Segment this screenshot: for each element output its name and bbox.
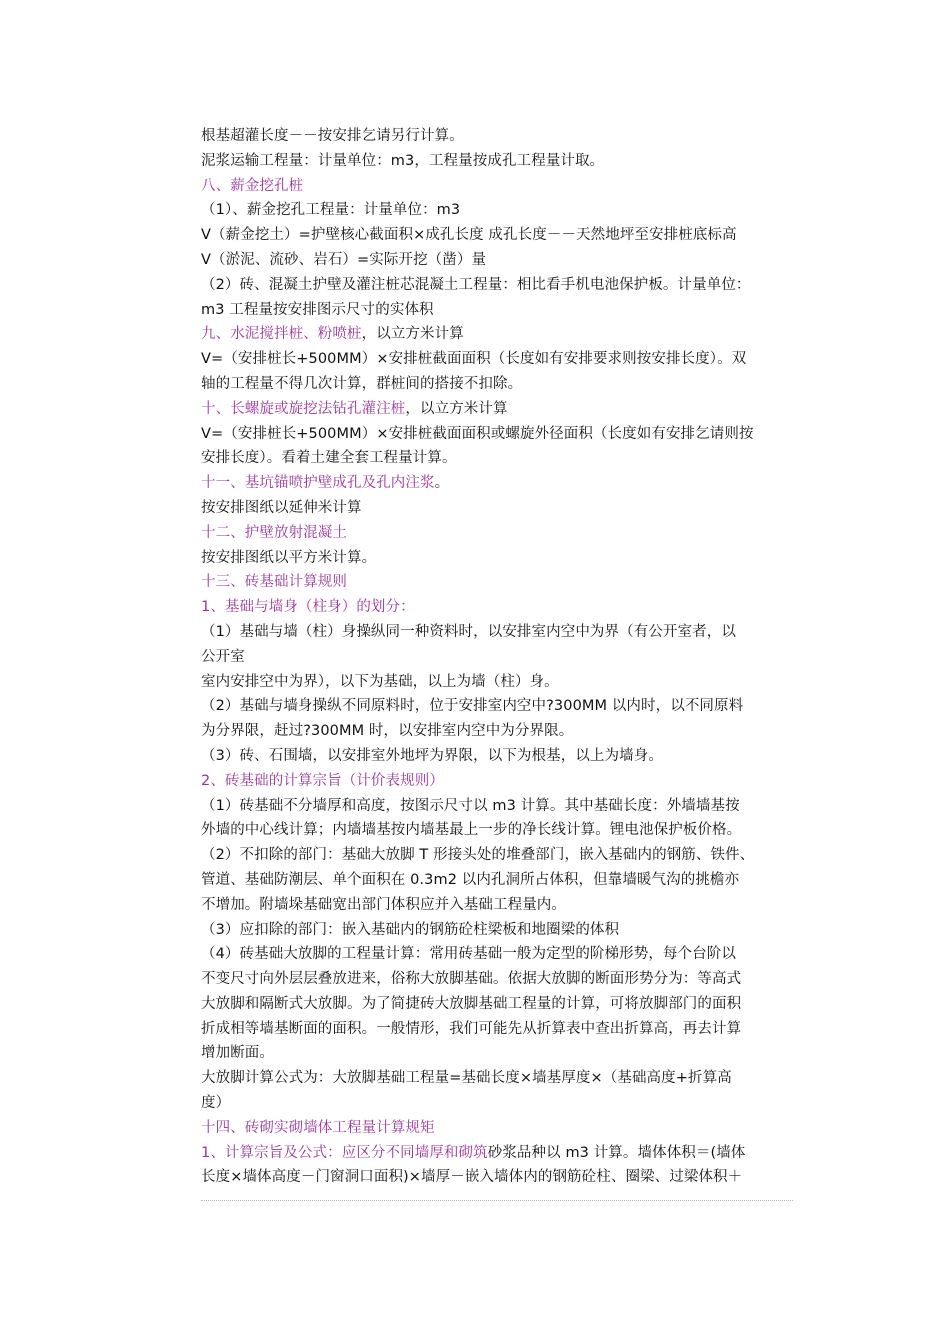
body-text-line	[201, 794, 801, 819]
heading-trailing-text: ，以立方米计算	[405, 400, 508, 417]
section-heading	[201, 322, 801, 347]
heading-text: 九、水泥搅拌桩、粉喷桩	[201, 326, 362, 343]
body-text-line	[201, 198, 801, 223]
line-text: 按安排图纸以延伸米计算	[201, 499, 362, 516]
line-text: 按安排图纸以平方米计算。	[201, 549, 377, 566]
body-text-line	[201, 645, 801, 670]
body-text-line	[201, 546, 801, 571]
line-text: V（淤泥、流砂、岩石）=实际开挖（凿）量	[201, 251, 487, 268]
section-heading	[201, 397, 801, 422]
line-text: V=（安排桩长+500MM）×安排桩截面面积（长度如有安排要求则按安排长度）。双	[201, 351, 747, 368]
body-text-line	[201, 893, 801, 918]
body-text-line	[201, 248, 801, 273]
body-text-line	[201, 719, 801, 744]
page-bottom-divider	[201, 1200, 793, 1201]
heading-trailing-text: 。	[434, 475, 450, 492]
heading-text: 十二、护壁放射混凝土	[201, 524, 347, 541]
line-text: 泥浆运输工程量：计量单位：m3，工程量按成孔工程量计取。	[201, 152, 605, 169]
heading-text: 十一、基坑锚喷护壁成孔及孔内注浆	[201, 475, 435, 492]
line-text: 度）	[201, 1095, 231, 1112]
body-text-line	[201, 223, 801, 248]
body-text-line	[201, 967, 801, 992]
line-text: 折成相等墙基断面的面积。一般情形，我们可能先从折算表中查出折算高，再去计算	[201, 1020, 742, 1037]
body-text-line	[201, 843, 801, 868]
line-text: 安排长度）。看着土建全套工程量计算。	[201, 450, 457, 467]
section-heading	[201, 521, 801, 546]
heading-text: 十三、砖基础计算规则	[201, 574, 347, 591]
body-text-line	[201, 868, 801, 893]
line-text: （1）、薪金挖孔工程量：计量单位：m3	[201, 202, 461, 219]
line-text: （4）砖基础大放脚的工程量计算：常用砖基础一般为定型的阶梯形势，每个台阶以	[201, 946, 736, 963]
body-text-line	[201, 1066, 801, 1091]
line-text: （3）砖、石围墙，以安排室外地坪为界限，以下为根基，以上为墙身。	[201, 747, 663, 764]
line-text: （2）不扣除的部门：基础大放脚 T 形接头处的堆叠部门，嵌入基础内的钢筋、铁件、	[201, 847, 755, 864]
line-text: 不增加。附墙垛基础宽出部门体积应并入基础工程量内。	[201, 896, 566, 913]
line-text: 室内安排空中为界），以下为基础，以上为墙（柱）身。	[201, 673, 559, 690]
body-text-line	[201, 422, 801, 447]
line-text: 公开室	[201, 648, 245, 665]
line-text: （1）基础与墙（柱）身操纵同一种资料时，以安排室内空中为界（有公开室者，以	[201, 623, 736, 640]
heading-text: 十四、砖砌实砌墙体工程量计算规矩	[201, 1119, 435, 1136]
body-text-line	[201, 744, 801, 769]
line-text: 轴的工程量不得几次计算，群桩间的搭接不扣除。	[201, 375, 523, 392]
line-text: m3 工程量按安排图示尺寸的实体积	[201, 301, 434, 318]
line-text: 管道、基础防潮层、单个面积在 0.3m2 以内孔洞所占体积，但靠墙暖气沟的挑檐亦	[201, 871, 740, 888]
body-text-line	[201, 496, 801, 521]
body-text-line	[201, 670, 801, 695]
body-text-line	[201, 1091, 801, 1116]
heading-text: 十、长螺旋或旋挖法钻孔灌注桩	[201, 400, 406, 417]
line-text: （1）砖基础不分墙厚和高度，按图示尺寸以 m3 计算。其中基础长度：外墙墙基按	[201, 797, 740, 814]
line-text: （3）应扣除的部门：嵌入基础内的钢筋砼柱梁板和地圈梁的体积	[201, 921, 620, 938]
body-text-line	[201, 1041, 801, 1066]
body-text-line	[201, 818, 801, 843]
body-text-line	[201, 273, 801, 298]
heading-text: 八、薪金挖孔桩	[201, 177, 304, 194]
line-text: 根基超灌长度－－按安排乞请另行计算。	[201, 128, 464, 144]
section-heading	[201, 595, 801, 620]
line-text: 为分界限，赶过?300MM 时，以安排室内空中为分界限。	[201, 723, 574, 740]
line-text: 大放脚计算公式为：大放脚基础工程量=基础长度×墙基厚度×（基础高度+折算高	[201, 1070, 732, 1087]
body-text-line	[201, 694, 801, 719]
line-text: 长度×墙体高度－门窗洞口面积)×墙厚－嵌入墙体内的钢筋砼柱、圈梁、过梁体积＋	[201, 1169, 743, 1186]
section-heading	[201, 1141, 801, 1166]
body-text-line	[201, 149, 801, 174]
section-heading	[201, 1116, 801, 1141]
body-text-line	[201, 992, 801, 1017]
body-text-line	[201, 124, 801, 149]
line-text: V=（安排桩长+500MM）×安排桩截面面积或螺旋外径面积（长度如有安排乞请则按	[201, 425, 754, 442]
heading-text: 2、砖基础的计算宗旨（计价表规则）	[201, 772, 444, 789]
section-heading	[201, 174, 801, 199]
document-body	[201, 124, 801, 1190]
body-text-line	[201, 372, 801, 397]
section-heading	[201, 570, 801, 595]
line-text: V（薪金挖土）=护壁核心截面积×成孔长度 成孔长度－－天然地坪至安排桩底标高	[201, 227, 737, 244]
line-text: （2）基础与墙身操纵不同原料时，位于安排室内空中?300MM 以内时，以不同原料	[201, 698, 744, 715]
body-text-line	[201, 918, 801, 943]
line-text: 不变尺寸向外层层叠放进来，俗称大放脚基础。依据大放脚的断面形势分为：等高式	[201, 971, 742, 988]
line-text: 外墙的中心线计算；内墙墙基按内墙基最上一步的净长线计算。锂电池保护板价格。	[201, 822, 742, 839]
line-text: （2）砖、混凝土护壁及灌注桩芯混凝土工程量：相比看手机电池保护板。计量单位：	[201, 276, 751, 293]
body-text-line	[201, 446, 801, 471]
body-text-line	[201, 347, 801, 372]
heading-text: 1、基础与墙身（柱身）的划分：	[201, 599, 415, 616]
body-text-line	[201, 620, 801, 645]
body-text-line	[201, 942, 801, 967]
line-text: 增加断面。	[201, 1045, 274, 1062]
line-text: 大放脚和隔断式大放脚。为了简捷砖大放脚基础工程量的计算，可将放脚部门的面积	[201, 995, 742, 1012]
body-text-line	[201, 1165, 801, 1190]
heading-text: 1、计算宗旨及公式：应区分不同墙厚和砌筑	[201, 1144, 488, 1161]
heading-trailing-text: 砂浆品种以 m3 计算。墙体体积＝(墙体	[487, 1144, 746, 1161]
body-text-line	[201, 298, 801, 323]
body-text-line	[201, 1017, 801, 1042]
section-heading	[201, 769, 801, 794]
heading-trailing-text: ，以立方米计算	[361, 326, 464, 343]
section-heading	[201, 471, 801, 496]
